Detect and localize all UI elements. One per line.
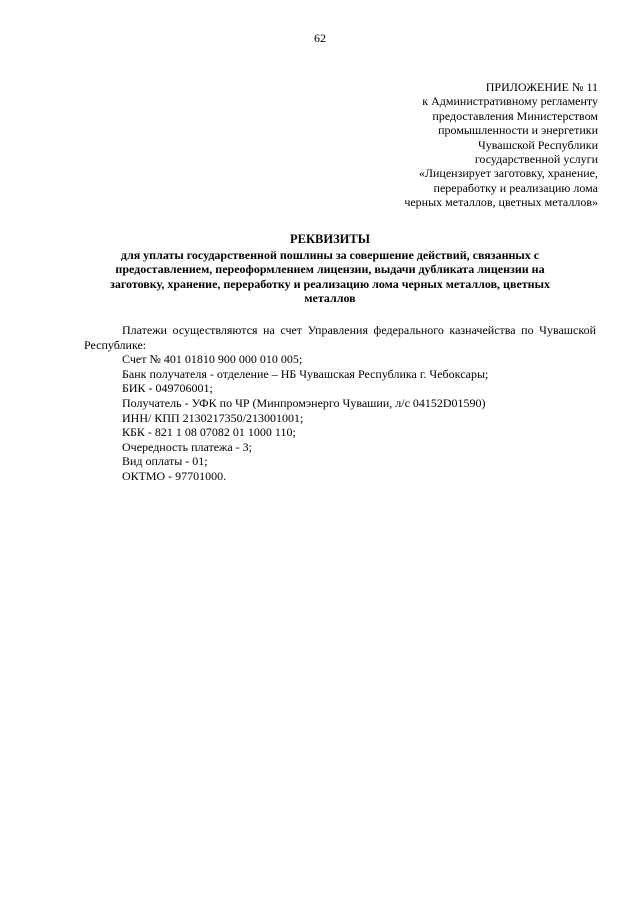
subtitle-line: заготовку, хранение, переработку и реализацию лома черных металлов, цветных xyxy=(110,276,550,291)
subtitle-line: для уплаты государственной пошлины за совершение действий, связанных с xyxy=(120,247,540,262)
appendix-line: государственной услуги xyxy=(474,152,598,167)
kbk-code: КБК - 821 1 08 07082 01 1000 110; xyxy=(122,425,296,440)
payment-intro: Платежи осуществляются на счет Управления федерального казначейства по Чувашской Республике: xyxy=(84,323,596,352)
subtitle-line: предоставлением, переоформлением лицензии, выдачи дубликата лицензии на xyxy=(115,262,545,276)
page-number: 62 xyxy=(314,31,326,45)
appendix-line: промышленности и энергетики xyxy=(438,123,598,138)
document-title: РЕКВИЗИТЫ xyxy=(289,232,371,246)
bik-code: БИК - 049706001; xyxy=(122,381,213,396)
payment-type: Вид оплаты - 01; xyxy=(122,454,208,469)
appendix-line: черных металлов, цветных металлов» xyxy=(404,195,598,210)
appendix-line: переработку и реализацию лома xyxy=(433,180,598,195)
appendix-line: ПРИЛОЖЕНИЕ № 11 xyxy=(485,80,598,94)
appendix-line: к Административному регламенту xyxy=(422,94,598,109)
payment-priority: Очередность платежа - 3; xyxy=(122,439,253,454)
subtitle-line: металлов xyxy=(304,291,356,305)
payment-details xyxy=(84,323,596,484)
account-number: Счет № 401 01810 900 000 010 005; xyxy=(122,352,303,367)
document-title-block xyxy=(80,232,580,306)
oktmo-code: ОКТМО - 97701000. xyxy=(122,468,227,483)
document-subtitle xyxy=(80,248,580,306)
appendix-line: «Лицензирует заготовку, хранение, xyxy=(418,166,598,181)
appendix-line: Чувашской Республики xyxy=(477,137,598,152)
appendix-header xyxy=(298,80,598,210)
inn-kpp: ИНН/ КПП 2130217350/213001001; xyxy=(122,410,304,425)
appendix-line: предоставления Министерством xyxy=(432,108,598,123)
recipient: Получатель - УФК по ЧР (Минпромэнерго Чувашии, л/с 04152D01590) xyxy=(122,395,486,410)
recipient-bank: Банк получателя - отделение – НБ Чувашская Республика г. Чебоксары; xyxy=(122,366,489,381)
